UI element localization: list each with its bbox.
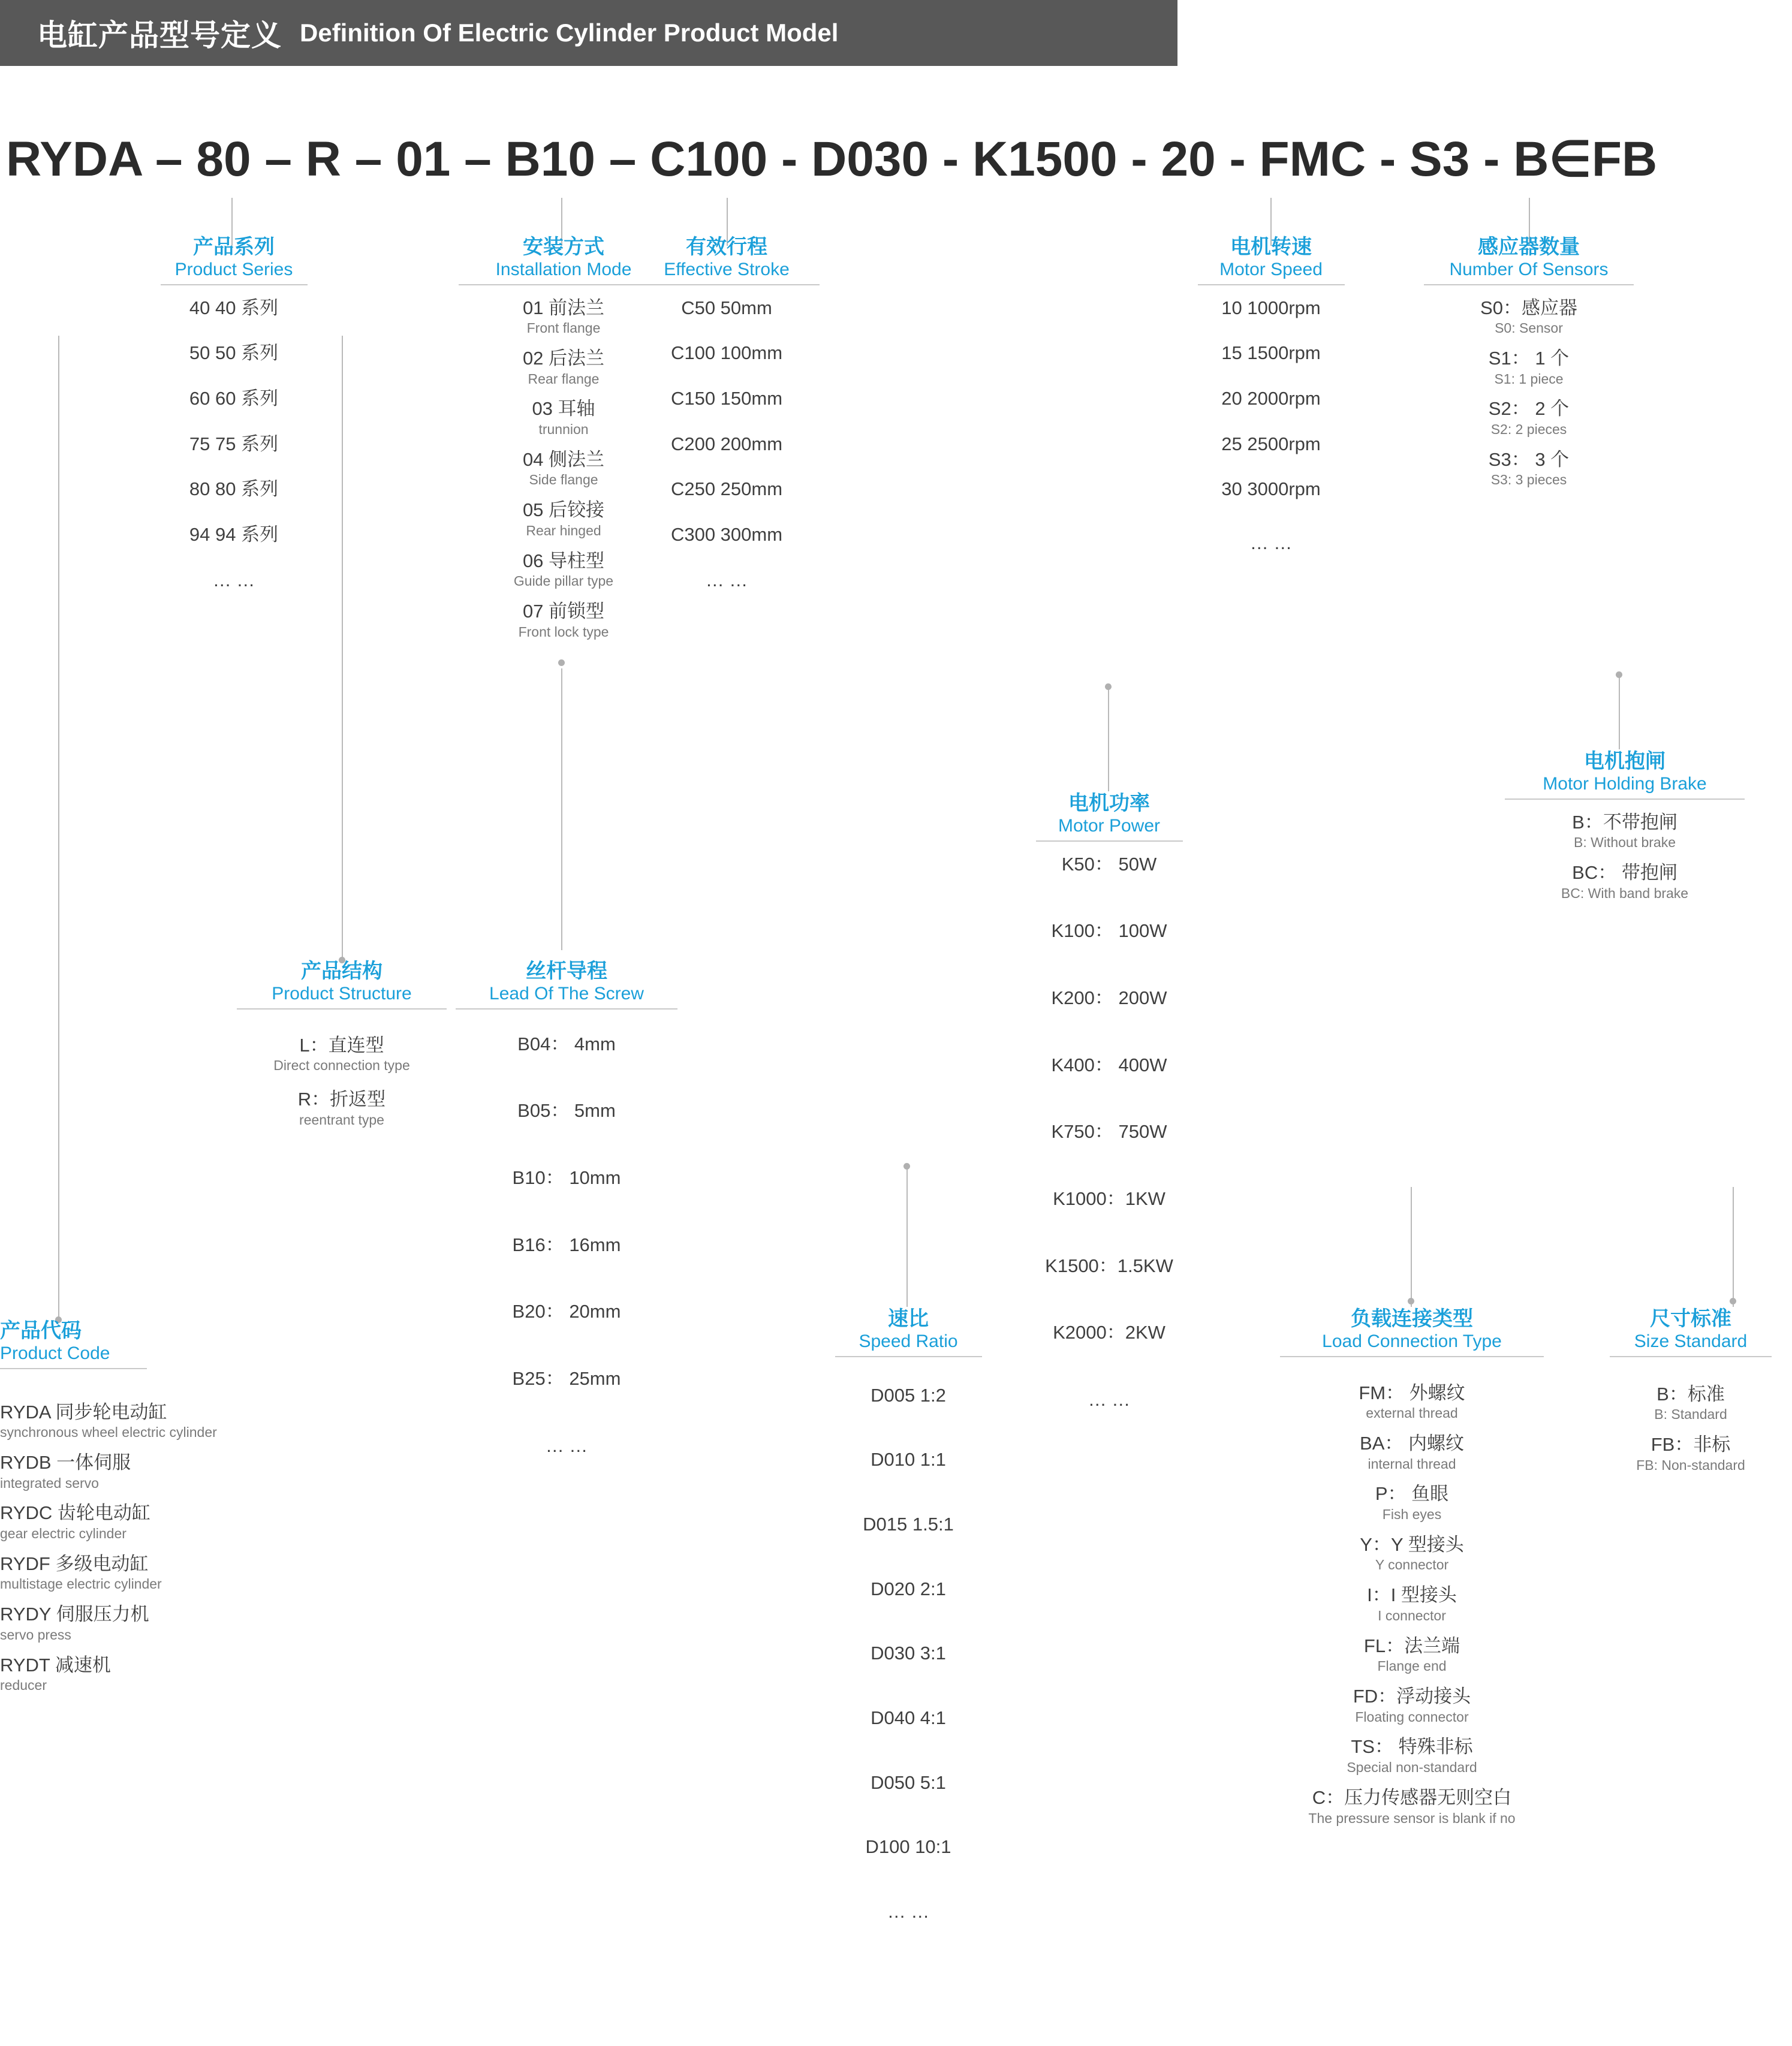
section-motor-holding-brake bbox=[1457, 749, 1792, 902]
list-item: 20 2000rpm bbox=[1221, 387, 1321, 409]
section-product-structure bbox=[213, 959, 471, 1128]
leader-line-speed-ratio bbox=[906, 1169, 908, 1307]
list-item: 40 40 系列 bbox=[189, 297, 279, 318]
list-item: C300 300mm bbox=[670, 523, 783, 545]
list-item: 94 94 系列 bbox=[189, 523, 279, 545]
leader-dot-motor-brake bbox=[1616, 671, 1622, 678]
list-item: 01 前法兰 Front flange bbox=[522, 297, 605, 336]
installation-mode-title: 安装方式 Installation Mode bbox=[444, 235, 683, 285]
list-item: BA： 内螺纹 internal thread bbox=[1360, 1432, 1464, 1472]
list-item: K50： 50W bbox=[1061, 853, 1157, 875]
product-structure-title: 产品结构 Product Structure bbox=[213, 959, 471, 1010]
list-item: B10： 10mm bbox=[512, 1167, 621, 1188]
list-item: K750： 750W bbox=[1051, 1121, 1167, 1143]
list-item: C100 100mm bbox=[670, 342, 783, 364]
section-product-series bbox=[114, 235, 354, 592]
load-connection-type-items bbox=[1235, 1381, 1589, 1827]
list-item: TS： 特殊非标 Special non-standard bbox=[1347, 1736, 1477, 1776]
list-item: B04： 4mm bbox=[517, 1033, 616, 1054]
list-item: 04 侧法兰 Side flange bbox=[522, 448, 605, 488]
number-of-sensors-title: 感应器数量 Number Of Sensors bbox=[1409, 235, 1649, 285]
leader-dot-lead-screw bbox=[558, 659, 565, 666]
lead-of-screw-items bbox=[441, 1032, 692, 1458]
list-item: C50 50mm bbox=[681, 297, 772, 318]
list-item: K100： 100W bbox=[1051, 920, 1167, 942]
list-item: 02 后法兰 Rear flange bbox=[522, 347, 605, 387]
list-item: S1： 1 个 S1: 1 piece bbox=[1488, 347, 1570, 387]
list-item: R：折返型 reentrant type bbox=[297, 1088, 386, 1128]
list-item: 05 后铰接 Rear hinged bbox=[522, 499, 605, 538]
leader-line-lead-screw bbox=[561, 668, 562, 950]
list-item: RYDA 同步轮电动缸 synchronous wheel electric cylinder bbox=[0, 1401, 217, 1441]
effective-stroke-title: 有效行程 Effective Stroke bbox=[607, 235, 847, 285]
header-title-en: Definition Of Electric Cylinder Product Model bbox=[300, 19, 839, 47]
list-item: B：不带抱闸 B: Without brake bbox=[1572, 811, 1677, 851]
list-item: 60 60 系列 bbox=[189, 387, 279, 409]
list-item: RYDB 一体伺服 integrated servo bbox=[0, 1451, 131, 1491]
list-item: 80 80 系列 bbox=[189, 478, 279, 500]
list-item: 15 1500rpm bbox=[1221, 342, 1321, 364]
section-lead-of-screw bbox=[441, 959, 692, 1457]
list-item: C250 250mm bbox=[670, 478, 783, 500]
product-series-items bbox=[114, 296, 354, 592]
list-item: D040 4:1 bbox=[871, 1707, 946, 1728]
section-number-of-sensors bbox=[1409, 235, 1649, 489]
leader-line-load-connection bbox=[1411, 1187, 1412, 1307]
list-item: 10 1000rpm bbox=[1221, 297, 1321, 318]
list-item: … … bbox=[705, 569, 748, 590]
list-item: I：I 型接头 I connector bbox=[1367, 1584, 1457, 1623]
list-item: 75 75 系列 bbox=[189, 433, 279, 454]
list-item: S3： 3 个 S3: 3 pieces bbox=[1488, 448, 1570, 488]
size-standard-items bbox=[1589, 1382, 1792, 1474]
list-item: C150 150mm bbox=[670, 387, 783, 409]
list-item: BC： 带抱闸 BC: With band brake bbox=[1561, 861, 1689, 901]
motor-speed-items bbox=[1151, 296, 1391, 555]
product-series-title: 产品系列 Product Series bbox=[114, 235, 354, 285]
list-item: B20： 20mm bbox=[512, 1301, 621, 1322]
list-item: 25 2500rpm bbox=[1221, 433, 1321, 454]
list-item: K400： 400W bbox=[1051, 1054, 1167, 1075]
leader-line-motor-power bbox=[1108, 689, 1109, 791]
list-item: FD：浮动接头 Floating connector bbox=[1353, 1686, 1471, 1725]
section-speed-ratio bbox=[785, 1307, 1031, 1924]
product-code-title: 产品代码 Product Code bbox=[0, 1319, 420, 1369]
header-bar bbox=[0, 0, 1177, 66]
list-item: FB：非标 FB: Non-standard bbox=[1636, 1433, 1745, 1473]
list-item: D030 3:1 bbox=[871, 1643, 946, 1664]
motor-power-title: 电机功率 Motor Power bbox=[989, 791, 1229, 842]
speed-ratio-title: 速比 Speed Ratio bbox=[785, 1307, 1031, 1357]
effective-stroke-items bbox=[607, 296, 847, 592]
list-item: B16： 16mm bbox=[512, 1234, 621, 1255]
list-item: … … bbox=[887, 1900, 930, 1922]
list-item: S2： 2 个 S2: 2 pieces bbox=[1488, 398, 1570, 438]
list-item: P： 鱼眼 Fish eyes bbox=[1375, 1483, 1449, 1523]
list-item: D020 2:1 bbox=[871, 1578, 946, 1599]
speed-ratio-items bbox=[785, 1384, 1031, 1924]
motor-speed-title: 电机转速 Motor Speed bbox=[1151, 235, 1391, 285]
leader-dot-motor-power bbox=[1105, 683, 1112, 690]
list-item: D010 1:1 bbox=[871, 1449, 946, 1471]
list-item: 06 导柱型 Guide pillar type bbox=[513, 550, 614, 589]
product-structure-items bbox=[213, 1033, 471, 1129]
list-item: D100 10:1 bbox=[865, 1836, 951, 1858]
list-item: K200： 200W bbox=[1051, 987, 1167, 1008]
leader-line-motor-brake bbox=[1619, 677, 1620, 749]
section-effective-stroke bbox=[607, 235, 847, 592]
list-item: 07 前锁型 Front lock type bbox=[518, 601, 609, 640]
lead-of-screw-title: 丝杆导程 Lead Of The Screw bbox=[441, 959, 692, 1010]
model-string: RYDA – 80 – R – 01 – B10 – C100 - D030 - K1500 - 20 - FMC - S3 - B∈FB bbox=[6, 132, 1658, 186]
list-item: L：直连型 Direct connection type bbox=[273, 1034, 410, 1074]
list-item: 30 3000rpm bbox=[1221, 478, 1321, 500]
list-item: C：压力传感器无则空白 The pressure sensor is blank if no bbox=[1308, 1786, 1516, 1826]
list-item: RYDC 齿轮电动缸 gear electric cylinder bbox=[0, 1502, 150, 1542]
product-code-items bbox=[0, 1400, 420, 1695]
list-item: RYDT 减速机 reducer bbox=[0, 1654, 111, 1694]
list-item: K1000：1KW bbox=[1053, 1188, 1165, 1209]
list-item: D050 5:1 bbox=[871, 1771, 946, 1793]
list-item: 03 耳轴 trunnion bbox=[532, 398, 595, 438]
list-item: S0：感应器 S0: Sensor bbox=[1480, 297, 1577, 336]
list-item: FL：法兰端 Flange end bbox=[1363, 1635, 1460, 1674]
motor-holding-brake-items bbox=[1457, 810, 1792, 902]
list-item: K1500：1.5KW bbox=[1045, 1255, 1173, 1276]
section-motor-speed bbox=[1151, 235, 1391, 555]
list-item: D005 1:2 bbox=[871, 1384, 946, 1406]
motor-holding-brake-title: 电机抱闸 Motor Holding Brake bbox=[1457, 749, 1792, 800]
list-item: D015 1.5:1 bbox=[863, 1513, 954, 1535]
leader-dot-load-connection bbox=[1408, 1298, 1414, 1304]
header-title-cn: 电缸产品型号定义 bbox=[37, 19, 282, 52]
list-item: RYDY 伺服压力机 servo press bbox=[0, 1604, 149, 1643]
section-load-connection-type bbox=[1235, 1307, 1589, 1827]
list-item: K2000：2KW bbox=[1053, 1322, 1165, 1343]
list-item: B05： 5mm bbox=[517, 1100, 616, 1122]
list-item: … … bbox=[212, 569, 255, 590]
list-item: … … bbox=[545, 1435, 588, 1456]
leader-dot-speed-ratio bbox=[903, 1163, 910, 1170]
load-connection-type-title: 负载连接类型 Load Connection Type bbox=[1235, 1307, 1589, 1357]
list-item: 50 50 系列 bbox=[189, 342, 279, 364]
list-item: Y：Y 型接头 Y connector bbox=[1360, 1533, 1464, 1573]
leader-line-product-code bbox=[58, 336, 59, 1319]
section-size-standard bbox=[1589, 1307, 1792, 1474]
list-item: RYDF 多级电动缸 multistage electric cylinder bbox=[0, 1553, 162, 1592]
leader-line-size-standard bbox=[1733, 1187, 1734, 1307]
list-item: B：标准 B: Standard bbox=[1654, 1383, 1727, 1423]
number-of-sensors-items bbox=[1409, 296, 1649, 489]
list-item: C200 200mm bbox=[670, 433, 783, 454]
list-item: … … bbox=[1088, 1388, 1131, 1410]
list-item: FM： 外螺纹 external thread bbox=[1359, 1382, 1465, 1421]
list-item: B25： 25mm bbox=[512, 1367, 621, 1389]
leader-dot-size-standard bbox=[1730, 1298, 1736, 1304]
size-standard-title: 尺寸标准 Size Standard bbox=[1589, 1307, 1792, 1357]
list-item: … … bbox=[1249, 532, 1293, 553]
section-product-code bbox=[0, 1319, 420, 1694]
